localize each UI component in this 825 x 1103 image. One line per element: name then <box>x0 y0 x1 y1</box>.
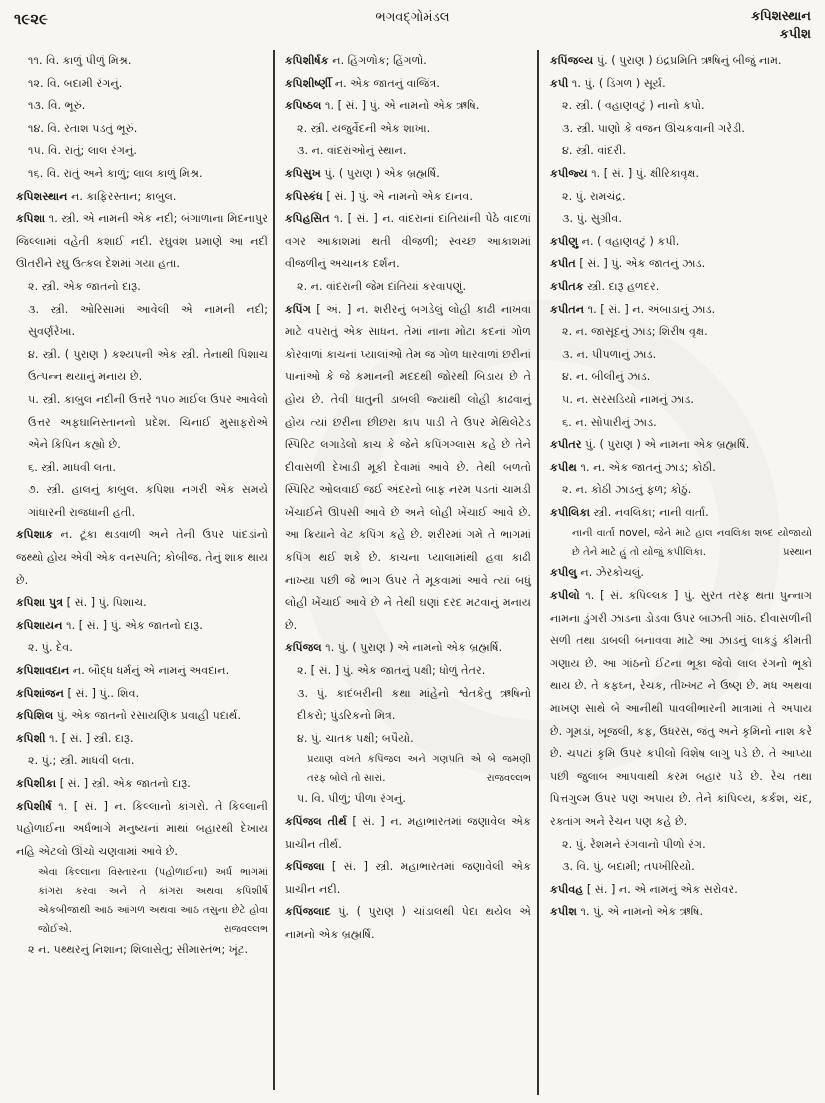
sense-line: ૫. સ્ત્રી. કાબુલ નદીની ઉત્તરે ૧૫૦ માઈલ ઉપર આવેલો ઉત્તર અફઘાનિસ્તાનનો પ્રદેશ. ચિનાઈ મુસાફરોએ એને કિપિન કહ્યો છે. <box>28 392 268 452</box>
headword: કપિસ્કંધ <box>285 189 323 203</box>
headword: કપિશાવદાન <box>16 664 70 678</box>
definition: પું. એક જાતનો રસાયણિક પ્રવાહી પદાર્થ. <box>53 709 241 723</box>
dictionary-entry <box>16 186 268 209</box>
headword: કપિષ્ઠલ <box>285 99 322 113</box>
definition: [ સં. ] સ્ત્રી. એક જાતનો દારૂ. <box>56 777 191 790</box>
dictionary-entry <box>16 524 268 592</box>
sense-line: ૧૬. વિ. રાતું અને કાળું; લાલ કાળું મિશ્ર. <box>28 166 203 180</box>
headword: કપિશીર્ષ <box>16 799 52 813</box>
sense-line: ૪. સ્ત્રી. ( પુરાણ ) કશ્યપની એક સ્ત્રી. તેનાથી પિશાચ ઉત્પન્ન થયાનું મનાય છે. <box>28 347 268 384</box>
headword: કપિંજલ્ય <box>550 54 594 67</box>
definition: ૧. પું. એ નામનો એક ઋષિ. <box>577 905 704 919</box>
definition: ન. ( વહાણવટું ) કપી. <box>578 234 680 248</box>
headword: કપીથ <box>550 460 577 474</box>
headword: કપીવહ <box>550 882 584 896</box>
headword: કપિંગ <box>285 302 311 316</box>
dictionary-entry <box>550 276 812 299</box>
definition: ૧. ન. એક જાતનું ઝાડ; કોઠી. <box>576 460 716 474</box>
headword: કપીલો <box>550 589 580 603</box>
definition: ન. ઝેરકોચલું. <box>576 566 644 580</box>
definition: [ સં. ] સ્ત્રી. મહાભારતમાં જણાવેલી એક પ્રાચીન નદી. <box>285 860 531 896</box>
column-2 <box>285 50 531 947</box>
sense-line: ૨. સ્ત્રી. એક જાતનો દારૂ. <box>28 279 141 293</box>
sense-line: ૫. ન. સરસડિયો નામનું ઝાડ. <box>562 392 694 406</box>
headword: કપિંજલાદ <box>285 905 331 919</box>
column-divider <box>537 50 539 1095</box>
headword: કપીજ્ય <box>550 166 588 180</box>
dictionary-entry <box>285 73 531 96</box>
sense-line: ૩. સ્ત્રી. ઓરિસામાં આવેલી એ નામની નદી; સુવર્ણરેખા. <box>28 302 268 339</box>
headword: કપીલિકા <box>550 505 590 519</box>
dictionary-entry <box>285 186 531 209</box>
sense-line: ૧૪. વિ. રતાશ પડતું ભૂરું. <box>28 121 138 135</box>
dictionary-entry <box>285 299 531 638</box>
definition: [ સં. ] પું. એ નામનો એક દાનવ. <box>322 189 473 203</box>
quote-text: એવા કિલ્લાના વિસ્તારના (પહોળાઈના) અર્ધ ભાગમાં કાંગરા કરવા અને તે કાંગરા અથવા કપિશીર્ષ એકબીજાથી આઠ આંગળ અથવા આઠ તસુના છેટે હોવા જોઈએ. <box>38 867 268 936</box>
sense-line: ૩. પું. સુગ્રીવ. <box>562 212 622 226</box>
definition: પું. ( પુરાણ ) એક બ્રહ્મર્ષિ. <box>320 166 440 180</box>
sense-line: ૪. ન. બીલીનું ઝાડ. <box>562 370 651 384</box>
definition: ૧. [ સં. ] પું. એ નામનો એક ઋષિ. <box>321 99 480 113</box>
dictionary-entry <box>285 856 531 901</box>
definition: પું. ( પુરાણ ) એ નામના એક બ્રહ્મર્ષિ. <box>581 438 750 452</box>
headword: કપિશાક <box>16 528 53 542</box>
headword: કપિશી <box>16 731 46 745</box>
definition: ન. ટૂંકા થડવાળી અને તેની ઉપર પાંદડાંનો જથ્થો હોય એવી એક વનસ્પતિ; કોબીજ. તેનું શાક થાય છે. <box>16 528 268 587</box>
headword: કપિંજલ તીર્થ <box>285 815 347 828</box>
sense-line: ૨. પું.; સ્ત્રી. માધવી લતા. <box>28 754 135 768</box>
sense-line: ૬. ન. સોપારીનું ઝાડ. <box>562 415 657 429</box>
column-3 <box>550 50 812 924</box>
sense-line: ૨. પું. દેવ. <box>28 641 73 655</box>
headword: કપિશા <box>16 212 46 226</box>
sense-line: ૪. સ્ત્રી. વાંદરી. <box>562 144 626 158</box>
quote-text: પ્રયાણ વખતે કપિંજલ અને ગણપતિ એ બે જમણી તરફ બોલે તો સારાં. <box>307 754 531 785</box>
running-title: ભગવદ્ગોમંડલ <box>375 10 450 25</box>
dictionary-entry <box>16 660 268 683</box>
dictionary-entry <box>16 683 268 706</box>
headword: કપિશસ્થાન <box>16 189 68 203</box>
headword: કપીણુ <box>550 234 579 248</box>
sense-line: ૩. સ્ત્રી. પાણો કે વજન ઊંચકવાની ગરેડી. <box>562 121 745 135</box>
dictionary-entry <box>285 95 531 118</box>
definition: ૧. પું. ( પુરાણ ) એ નામનો એક બ્રહ્મર્ષિ. <box>321 641 503 655</box>
dictionary-entry <box>16 592 268 615</box>
headword: કપીત <box>550 257 576 271</box>
quote-source: રાજવલ્લભ <box>486 773 531 785</box>
sense-line: ૨. [ સં. ] પું. એક જાતનું પક્ષી; ધોળું તેતર. <box>297 664 486 678</box>
headword: કપીશ <box>550 905 577 919</box>
citation-quote <box>550 524 812 562</box>
definition: ૧. [ સં. ] સ્ત્રી. દારૂ. <box>45 731 134 745</box>
sense-line: ૫. વિ. પીળું; પીળા રંગનું. <box>297 792 406 806</box>
headword: કપિસુખ <box>285 166 321 180</box>
sense-line: ૨. સ્ત્રી. ( વહાણવટું ) નાનો કપો. <box>562 99 705 113</box>
definition: ન. કાફિરસ્તાન; કાબુલ. <box>67 189 177 203</box>
sense-line: ૩. વિ. પું. બદામી; તપખીરિયો. <box>562 860 695 874</box>
citation-quote <box>285 750 531 788</box>
definition: પું. ( પુરાણ ) ચાંડાલથી પેદા થયેલ એ નામનો એક બ્રહ્મર્ષિ. <box>285 905 531 941</box>
dictionary-entry <box>550 434 812 457</box>
headword: કપિશા પુત્ર <box>16 596 64 610</box>
dictionary-entry <box>550 253 812 276</box>
guide-word-first: કપિશસ્થાન <box>751 9 811 24</box>
sense-line: ૨. પું. રામચંદ્ર. <box>562 189 626 203</box>
citation-quote <box>16 863 268 939</box>
sense-line: ૩. પું. કાદંબરીની કથા માંહેનો શ્વેતકેતુ ઋષિનો દીકરો; પુંડરિકનો મિત્ર. <box>297 686 531 723</box>
sense-line: ૧૩. વિ. ભૂરું. <box>28 99 86 113</box>
sense-line: ૬. સ્ત્રી. માધવી લતા. <box>28 460 116 474</box>
dictionary-entry <box>16 615 268 638</box>
sense-line: ૧૫. વિ. રાતું; લાલ રંગનું. <box>28 144 137 158</box>
definition: [ સં. ] પું.. શિવ. <box>63 686 140 700</box>
dictionary-entry <box>285 637 531 660</box>
definition: ૧. [ સં. ] પું. ક્ષીરિકાવૃક્ષ. <box>587 166 700 180</box>
definition: સ્ત્રી. નવલિકા; નાની વાર્તા. <box>589 505 709 519</box>
dictionary-entry <box>16 773 268 796</box>
dictionary-entry <box>285 901 531 946</box>
sense-line: ૨. ન. વાંદરાની જેમ દાંતિયાં કરવાપણું. <box>297 279 467 293</box>
dictionary-entry <box>550 163 812 186</box>
quote-source: રાજવલ્લભ <box>223 924 268 936</box>
sense-line: ૩. ન. પીપળાનું ઝાડ. <box>562 347 657 361</box>
guide-words <box>751 8 811 44</box>
definition: ૧. [ સં. ] પું. એક જાતનો દારૂ. <box>62 618 203 632</box>
definition: [ સં. ] પું. એક જાતનું ઝાડ. <box>575 257 706 271</box>
definition: ૧. [ સં. ] ન. કિલ્લાનો કાંગરો. તે કિલ્લાની પહોળાઈના અર્ધભાગે મનુષ્યનાં માથાં બહારથી દેખાય નહિ એટલો ઊંચો ચણવામાં આવે છે. <box>16 799 268 858</box>
headword: કપિંજલા <box>285 860 325 874</box>
dictionary-entry <box>550 562 812 585</box>
column-1 <box>16 50 268 962</box>
headword: કપિશાયન <box>16 618 63 632</box>
definition: [ સં. ] ન. મહાભારતમાં જણાવેલ એક પ્રાચીન તીર્થ. <box>285 815 532 851</box>
sense-line: ૨. ન. કોઠી ઝાડનું ફળ; કોઠું. <box>562 483 692 497</box>
definition: [ સં. ] ન. એ નામનું એક સરોવર. <box>583 882 738 896</box>
sense-line: ૨. પું. રેશમને રંગવાનો પીળો રંગ. <box>562 837 706 851</box>
headword: કપિશીર્ષક <box>285 54 329 67</box>
dictionary-entry <box>550 502 812 525</box>
dictionary-entry <box>16 796 268 864</box>
sense-line: ૨. સ્ત્રી. યજુર્વેદની એક શાખા. <box>297 121 431 135</box>
definition: ૧. [ સં. ] ન. અંબાડાનું ઝાડ. <box>584 302 716 316</box>
dictionary-entry <box>550 73 812 96</box>
headword: કપિશીર્ષ્ણી <box>285 76 332 90</box>
sense-line: ૩. ન. વાંદરાંઓનું સ્થાન. <box>297 144 407 158</box>
dictionary-entry <box>550 879 812 902</box>
quote-text: નાની વાર્તા novel, જેને માટે હાલ નવલિકા શબ્દ યોજાયો છે તેને માટે હું તો યોજું કપીલિકા. <box>572 528 812 559</box>
dictionary-entry <box>285 163 531 186</box>
dictionary-entry <box>550 457 812 480</box>
dictionary-entry <box>285 811 531 856</box>
headword: કપિશિલ <box>16 709 54 723</box>
headword: કપીલુ <box>550 566 577 580</box>
headword: કપિશાંજન <box>16 686 64 700</box>
dictionary-entry <box>550 901 812 924</box>
headword: કપીતર <box>550 438 582 452</box>
guide-word-last: કપીશ <box>779 27 811 42</box>
headword: કપિશીકા <box>16 777 57 790</box>
page-number: ૧૯૨૯ <box>14 10 48 28</box>
dictionary-entry <box>550 299 812 322</box>
dictionary-entry <box>16 728 268 751</box>
definition: ન. બૌદ્ધ ધર્મનું એ નામનું અવદાન. <box>69 664 230 678</box>
definition: પું. ( પુરાણ ) ઇંદ્રપ્રમિતિ ઋષિનું બીજું નામ. <box>593 54 782 67</box>
definition: [ અં. ] ન. શરીરનું બગડેલું લોહી કાઢી નાખવા માટે વપરાતું એક સાધન. તેમાં નાના મોટા કદનાં ગોળ કોરવાળાં કાચનાં પ્યાલાંઓ તેમ જ ગોળ ધારવાળાં છરીનાં પાનાંઓ કે જે કમાનની મદદથી જોરથી બિડાય છે તે હોય છે. તેવી ધાતુની ડાબલી જ્યાંથી લોહી કાઢવાનું હોય ત્યાં છરીના છીછરા કાપ પાડી તે ઉપર મેથિલેટેડ સ્પિરિટ લગાડેલો કાચ કે જેને કપિંગગ્લાસ કહે છે તેને દીવાસળી દેખાડી મૂકી દેવામાં આવે છે. તેથી બળતો સ્પિરિટ ઓલવાઈ જઈ અંદરનો બાફ નરમ પડતાં ચામડી ખેંચાઈને ઊપસી આવે છે અને લોહી ખેંચાઈ આવે છે. આ ક્રિયાને વેટ કપિંગ કહે છે. શરીરમાં ગમે તે ભાગમાં કપિંગ થઈ શકે છે. કાચના પ્યાલામાંથી હવા કાઢી નાખ્યા પછી જે ભાગ ઉપર તે મૂકવામાં આવે ત્યાં બધું લોહી ખેંચાઈ આવે છે ને તેથી ઘણાં દરદ મટવાનું મનાય છે. <box>285 302 531 632</box>
sense-line: ૨. ન. જાસૂદનું ઝાડ; શિરીષ વૃક્ષ. <box>562 325 708 339</box>
headword: કપિહસિત <box>285 212 330 226</box>
dictionary-entry <box>16 705 268 728</box>
definition: ૧. પું. ( ડિંગળ ) સૂર્ય. <box>568 76 666 90</box>
definition: [ સં. ] પું. પિશાચ. <box>63 596 147 610</box>
sense-line: ૧૧. વિ. કાળું પીળું મિશ્ર. <box>28 54 132 67</box>
definition: સ્ત્રી. દારૂ હળદર. <box>583 279 660 293</box>
quote-source: પ્રસ્થાન <box>782 547 812 559</box>
dictionary-entry <box>285 208 531 276</box>
dictionary-entry <box>550 585 812 834</box>
page-header <box>0 0 825 52</box>
definition: ૧. [ સં. ] ન. વાંદરાનાં દાંતિયાંની પેઠે વાદળાં વગર આકાશમાં થતી વીજળી; સ્વચ્છ આકાશમાં વીજળીનું અચાનક દર્શન. <box>285 212 531 271</box>
definition: ૧. [ સં. કપિલ્લક ] પું. સુરત તરફ થતા પુન્નાગ નામના ડુંગરી ઝાડના ડોડવા ઉપર બાઝતી ગાંઠ. દીવાસળીની સળી તથા ડાબલી બનાવવા માટે આ ઝાડનું લાકડું કીમતી ગણાય છે. આ ગાંઠનો ઈંટના ભૂકા જેવો લાલ રંગનો ભૂકો થાય છે. તે કફઘ્ન, રેચક, તીખ્ખટ ને ઉષ્ણ છે. મધ અથવા માખણ સાથે બે આનીથી પાવલીભારની માત્રામાં તે અપાય છે. ગૂમડાં, ખૂજલી, કફ, ઉધરસ, જંતુ અને કૃમિનો નાશ કરે છે. ચપટાં કૃમિ ઉપર કપીલો વિશેષ લાગુ પડે છે. તે આપ્યા પછી જુલાબ આપવાથી કરમ બહાર પડે છે. રેચ તથા પિત્તગુલ્મ ઉપર પણ અપાય છે. તેને કાંપિલ્ય, કર્કશ, ચંદ, રક્તાંગ અને રેચન પણ કહે છે. <box>550 589 812 828</box>
dictionary-entry <box>285 50 531 73</box>
sense-line: ૪. પું. ચાતક પક્ષી; બપૈયો. <box>297 731 414 745</box>
definition: ન. એક જાતનું વાજિંત્ર. <box>331 76 440 90</box>
headword: કપીતન <box>550 302 585 316</box>
headword: કપીતક <box>550 279 584 293</box>
dictionary-entry <box>550 50 812 73</box>
column-divider <box>273 50 275 1090</box>
sense-line: ૭. સ્ત્રી. હાલનું કાબુલ. કપિશા નગરી એક સમયે ગાંધારની રાજધાની હતી. <box>28 483 268 519</box>
sense-line: ૧૨. વિ. બદામી રંગનું. <box>28 76 123 90</box>
definition: ન. હિંગળોક; હિંગળો. <box>328 54 427 67</box>
dictionary-entry <box>16 208 268 276</box>
sense-line: ૨ ન. પથ્થરનું નિશાન; શિલાસેતુ; સીમાસ્તંભ; ખૂંટ. <box>28 943 249 957</box>
headword: કપી <box>550 76 569 90</box>
dictionary-entry <box>550 231 812 254</box>
headword: કપિંજલ <box>285 641 322 655</box>
definition: ૧. સ્ત્રી. એ નામની એક નદી; બંગાળાના મિદનાપુર જિલ્લામાં વહેતી કશાઈ નદી. રઘુવંશ પ્રમાણે આ નદી ઊતરીને રઘુ ઉત્કલ દેશમાં ગયા હતા. <box>16 212 268 271</box>
